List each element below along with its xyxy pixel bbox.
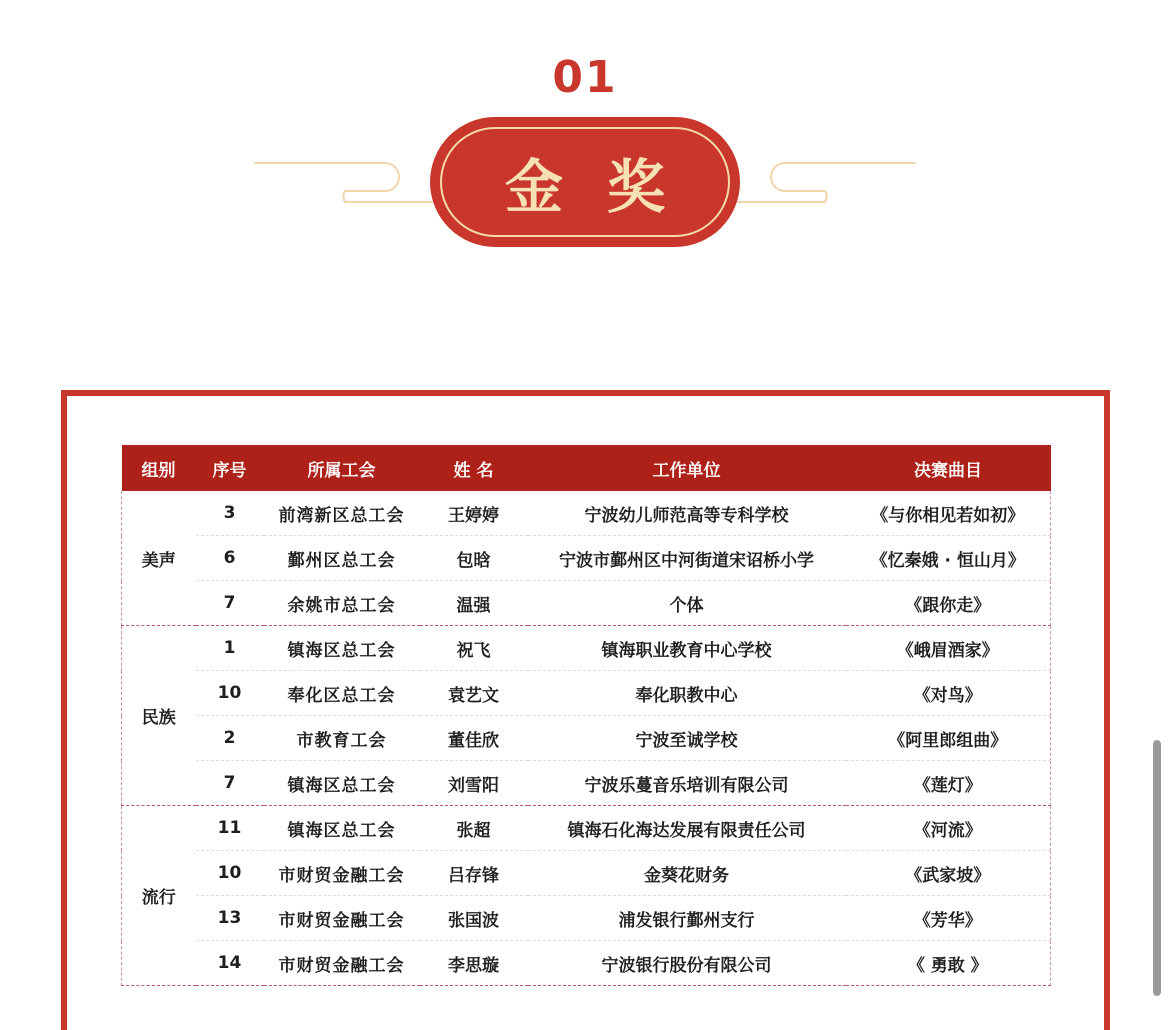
table-row [122, 581, 1051, 626]
cell-name: 吕存锋 [420, 851, 528, 896]
cell-union: 前湾新区总工会 [264, 491, 420, 536]
cell-song: 《 勇敢 》 [846, 941, 1051, 986]
cell-workplace: 镇海石化海达发展有限责任公司 [528, 806, 846, 851]
group-label: 美声 [122, 491, 196, 626]
cell-union: 市财贸金融工会 [264, 896, 420, 941]
cell-union: 镇海区总工会 [264, 761, 420, 806]
table-row [122, 851, 1051, 896]
cell-song: 《峨眉酒家》 [846, 626, 1051, 671]
table-row [122, 536, 1051, 581]
group-label: 民族 [122, 626, 196, 806]
cell-workplace: 奉化职教中心 [528, 671, 846, 716]
cell-workplace: 宁波银行股份有限公司 [528, 941, 846, 986]
cell-song: 《芳华》 [846, 896, 1051, 941]
cell-song: 《莲灯》 [846, 761, 1051, 806]
cell-name: 李思璇 [420, 941, 528, 986]
cell-workplace: 金葵花财务 [528, 851, 846, 896]
cell-song: 《河流》 [846, 806, 1051, 851]
cell-workplace: 个体 [528, 581, 846, 626]
cell-name: 张超 [420, 806, 528, 851]
cell-name: 包晗 [420, 536, 528, 581]
cell-name: 袁艺文 [420, 671, 528, 716]
cell-name: 刘雪阳 [420, 761, 528, 806]
cell-index: 11 [196, 806, 264, 851]
group-label: 流行 [122, 806, 196, 986]
cell-song: 《与你相见若如初》 [846, 491, 1051, 536]
cell-index: 7 [196, 581, 264, 626]
table-row [122, 761, 1051, 806]
header-union: 所属工会 [264, 445, 420, 491]
header-group: 组别 [122, 445, 196, 491]
award-badge [430, 117, 740, 247]
cell-index: 2 [196, 716, 264, 761]
cell-index: 13 [196, 896, 264, 941]
cell-song: 《武家坡》 [846, 851, 1051, 896]
cell-index: 7 [196, 761, 264, 806]
cell-song: 《跟你走》 [846, 581, 1051, 626]
cell-union: 镇海区总工会 [264, 626, 420, 671]
header-workplace: 工作单位 [528, 445, 846, 491]
cell-song: 《阿里郎组曲》 [846, 716, 1051, 761]
table-row [122, 671, 1051, 716]
cell-union: 市财贸金融工会 [264, 941, 420, 986]
cell-union: 余姚市总工会 [264, 581, 420, 626]
cell-union: 鄞州区总工会 [264, 536, 420, 581]
cell-name: 王婷婷 [420, 491, 528, 536]
cell-name: 温强 [420, 581, 528, 626]
cell-index: 10 [196, 671, 264, 716]
header-song: 决赛曲目 [846, 445, 1051, 491]
scrollbar[interactable] [1153, 740, 1161, 996]
table-row [122, 941, 1051, 986]
cell-index: 10 [196, 851, 264, 896]
cell-union: 奉化区总工会 [264, 671, 420, 716]
table-row [122, 716, 1051, 761]
table-row [122, 491, 1051, 536]
section-number: 01 [552, 52, 618, 103]
cell-index: 1 [196, 626, 264, 671]
cell-union: 镇海区总工会 [264, 806, 420, 851]
cell-song: 《忆秦娥 · 恒山月》 [846, 536, 1051, 581]
cell-index: 3 [196, 491, 264, 536]
header-name: 姓 名 [420, 445, 528, 491]
cell-name: 董佳欣 [420, 716, 528, 761]
cell-index: 14 [196, 941, 264, 986]
cell-workplace: 镇海职业教育中心学校 [528, 626, 846, 671]
cell-index: 6 [196, 536, 264, 581]
cell-workplace: 宁波幼儿师范高等专科学校 [528, 491, 846, 536]
cell-workplace: 浦发银行鄞州支行 [528, 896, 846, 941]
table-row [122, 626, 1051, 671]
award-title: 金奖 [504, 153, 709, 221]
cell-workplace: 宁波市鄞州区中河街道宋诏桥小学 [528, 536, 846, 581]
table-row [122, 806, 1051, 851]
cell-song: 《对鸟》 [846, 671, 1051, 716]
cell-workplace: 宁波至诚学校 [528, 716, 846, 761]
header-index: 序号 [196, 445, 264, 491]
awards-table [121, 445, 1051, 986]
cell-name: 祝飞 [420, 626, 528, 671]
table-header-row [122, 445, 1051, 491]
cell-union: 市教育工会 [264, 716, 420, 761]
cell-name: 张国波 [420, 896, 528, 941]
cell-workplace: 宁波乐蔓音乐培训有限公司 [528, 761, 846, 806]
cell-union: 市财贸金融工会 [264, 851, 420, 896]
table-row [122, 896, 1051, 941]
